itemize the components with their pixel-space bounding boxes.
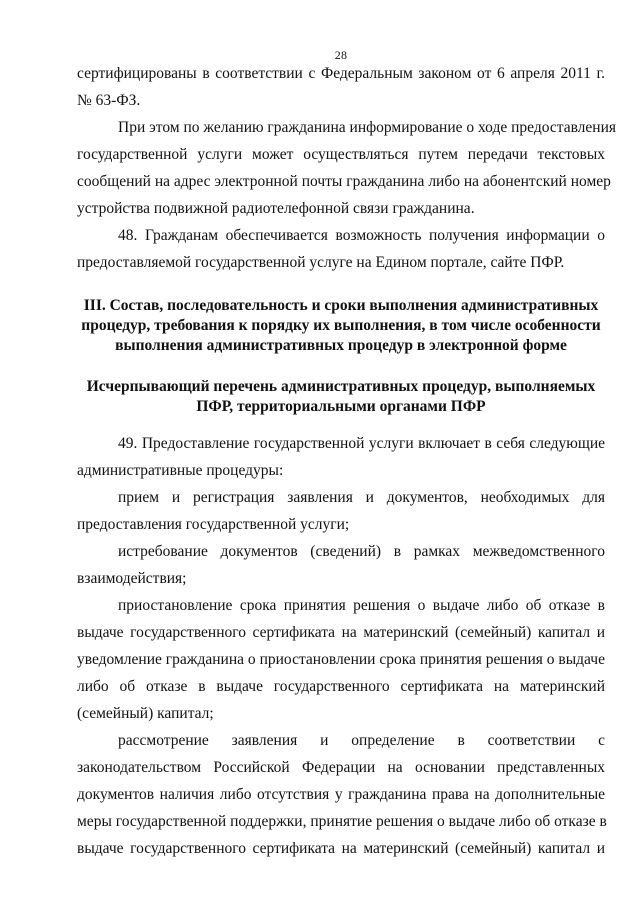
text-line: сообщений на адрес электронной почты гражданина либо на абонентский номер <box>77 173 611 190</box>
subheading-line: ПФР, территориальными органами ПФР <box>196 398 486 415</box>
text-line: административные процедуры: <box>77 462 284 479</box>
text-line: № 63-ФЗ. <box>77 92 141 109</box>
text-line: (семейный) капитал; <box>77 705 214 722</box>
subheading-line: Исчерпывающий перечень административных процедур, выполняемых <box>86 378 596 395</box>
text-line: документов наличия либо отсутствия у гражданина права на дополнительные <box>77 786 605 803</box>
text-line: взаимодействия; <box>77 570 187 587</box>
text-line: выдаче государственного сертификата на материнский (семейный) капитал и <box>77 624 605 641</box>
text-line: предоставляемой государственной услуге на Едином портале, сайте ПФР. <box>77 254 565 271</box>
text-line: При этом по желанию гражданина информирование о ходе предоставления <box>118 119 617 136</box>
text-line: устройства подвижной радиотелефонной связи гражданина. <box>77 200 475 217</box>
section-heading-line: выполнения административных процедур в электронной форме <box>115 337 567 354</box>
text-line: 49. Предоставление государственной услуги включает в себя следующие <box>118 435 605 452</box>
text-line: выдаче государственного сертификата на материнский (семейный) капитал и <box>77 840 605 857</box>
section-heading-line: процедур, требования к порядку их выполнения, в том числе особенности <box>81 317 601 334</box>
text-line: меры государственной поддержки, принятие решения о выдаче либо об отказе в <box>77 813 607 830</box>
text-line: сертифицированы в соответствии с Федеральным законом от 6 апреля 2011 г. <box>77 65 605 82</box>
text-line: уведомление гражданина о приостановлении срока принятия решения о выдаче <box>77 651 605 668</box>
text-line: государственной услуги может осуществляться путем передачи текстовых <box>77 146 605 163</box>
text-line: законодательством Российской Федерации на основании представленных <box>77 759 605 776</box>
text-line: предоставления государственной услуги; <box>77 516 350 533</box>
section-heading-line: III. Состав, последовательность и сроки выполнения административных <box>83 297 599 314</box>
text-line: либо об отказе в выдаче государственного сертификата на материнский <box>77 678 605 695</box>
text-line: истребование документов (сведений) в рамках межведомственного <box>118 543 605 560</box>
page-number: 28 <box>334 48 348 62</box>
text-line: рассмотрение заявления и определение в соответствии с <box>118 732 605 749</box>
text-line: прием и регистрация заявления и документов, необходимых для <box>118 489 605 506</box>
text-line: 48. Гражданам обеспечивается возможность получения информации о <box>118 227 605 244</box>
text-line: приостановление срока принятия решения о выдаче либо об отказе в <box>118 597 605 614</box>
